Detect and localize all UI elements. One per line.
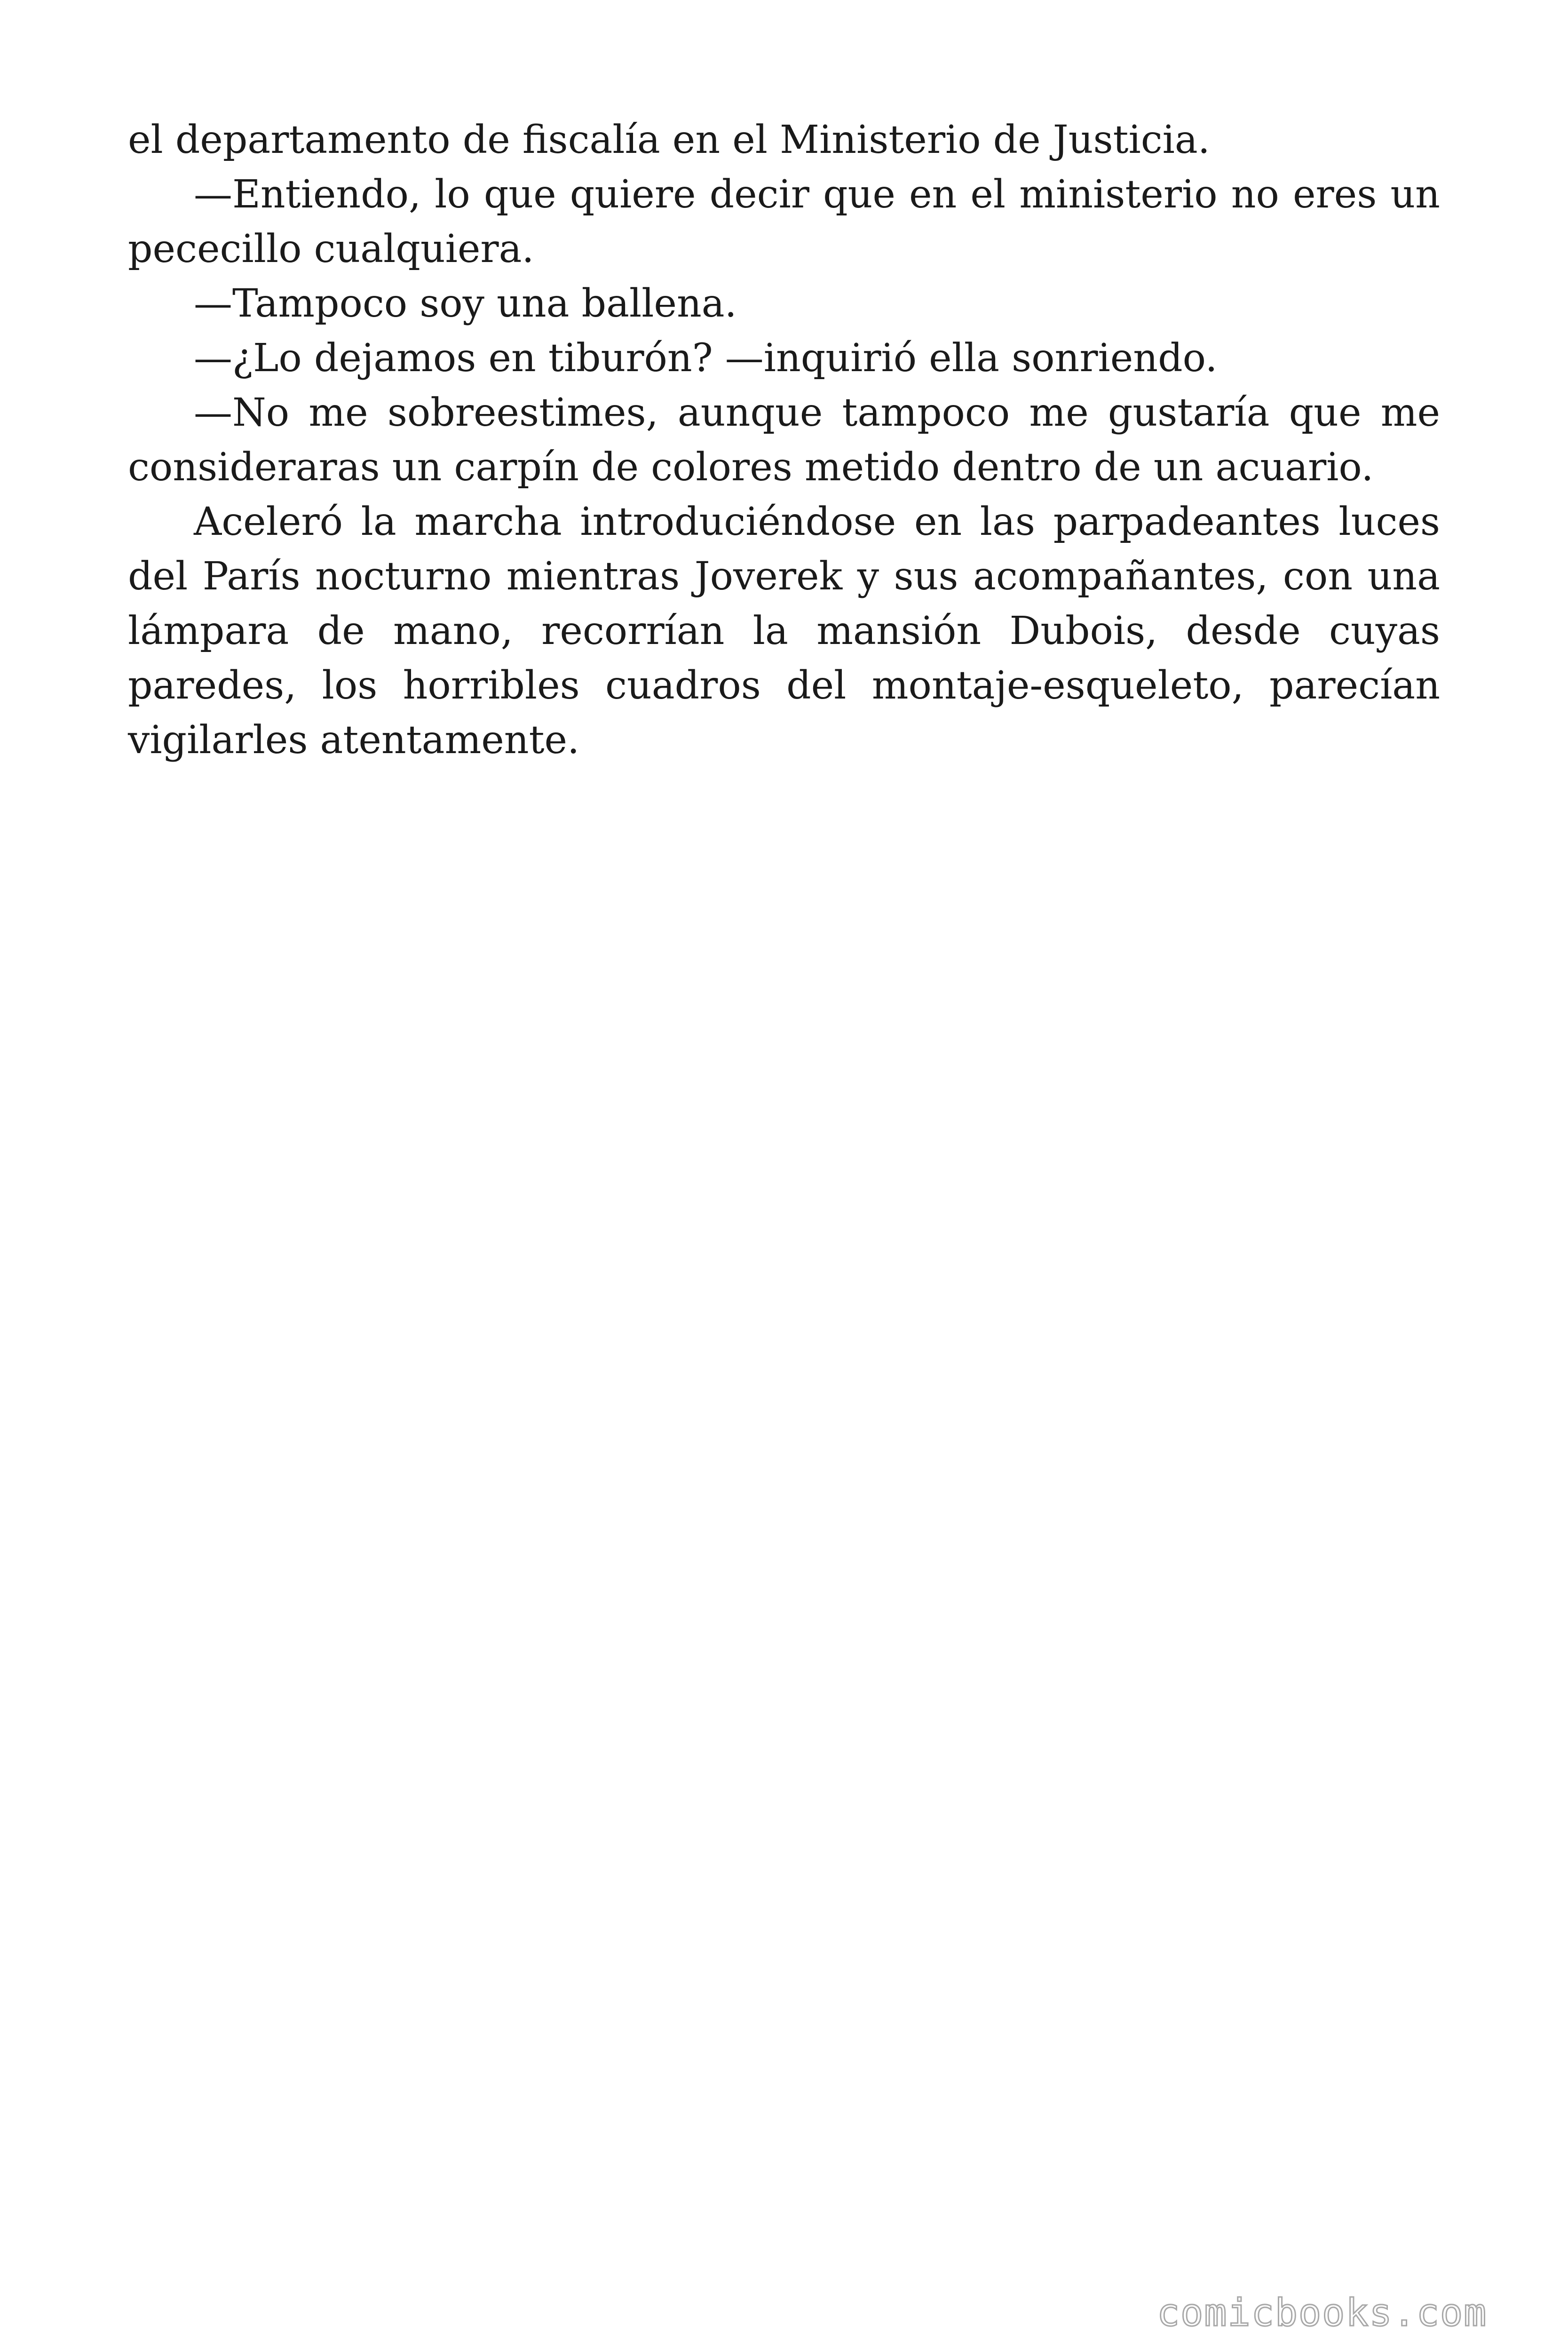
paragraph-dialogue: —No me sobreestimes, aunque tampoco me gustaría que me consideraras un carpín de colores metido dentro de un acuario.: [128, 390, 1440, 490]
paragraph-dialogue: —¿Lo dejamos en tiburón? —inquirió ella sonriendo.: [194, 336, 1218, 381]
watermark-logo: comicbooks.com: [1157, 2291, 1488, 2335]
paragraph-narration: Aceleró la marcha introduciéndose en las parpadeantes luces del París nocturno mientras Joverek y sus acompañantes, con una lámpara de mano, recorrían la mansión Dubois, desde cuyas paredes, los horribles cuadros del montaje-esqueleto, parecían vigilarles atentamente.: [128, 500, 1440, 763]
paragraph-continuation: el departamento de fiscalía en el Ministerio de Justicia.: [128, 118, 1210, 162]
paragraph-dialogue: —Entiendo, lo que quiere decir que en el ministerio no eres un pececillo cualquiera.: [128, 172, 1440, 271]
body-text: [128, 113, 1440, 768]
paragraph-dialogue: —Tampoco soy una ballena.: [194, 281, 737, 326]
